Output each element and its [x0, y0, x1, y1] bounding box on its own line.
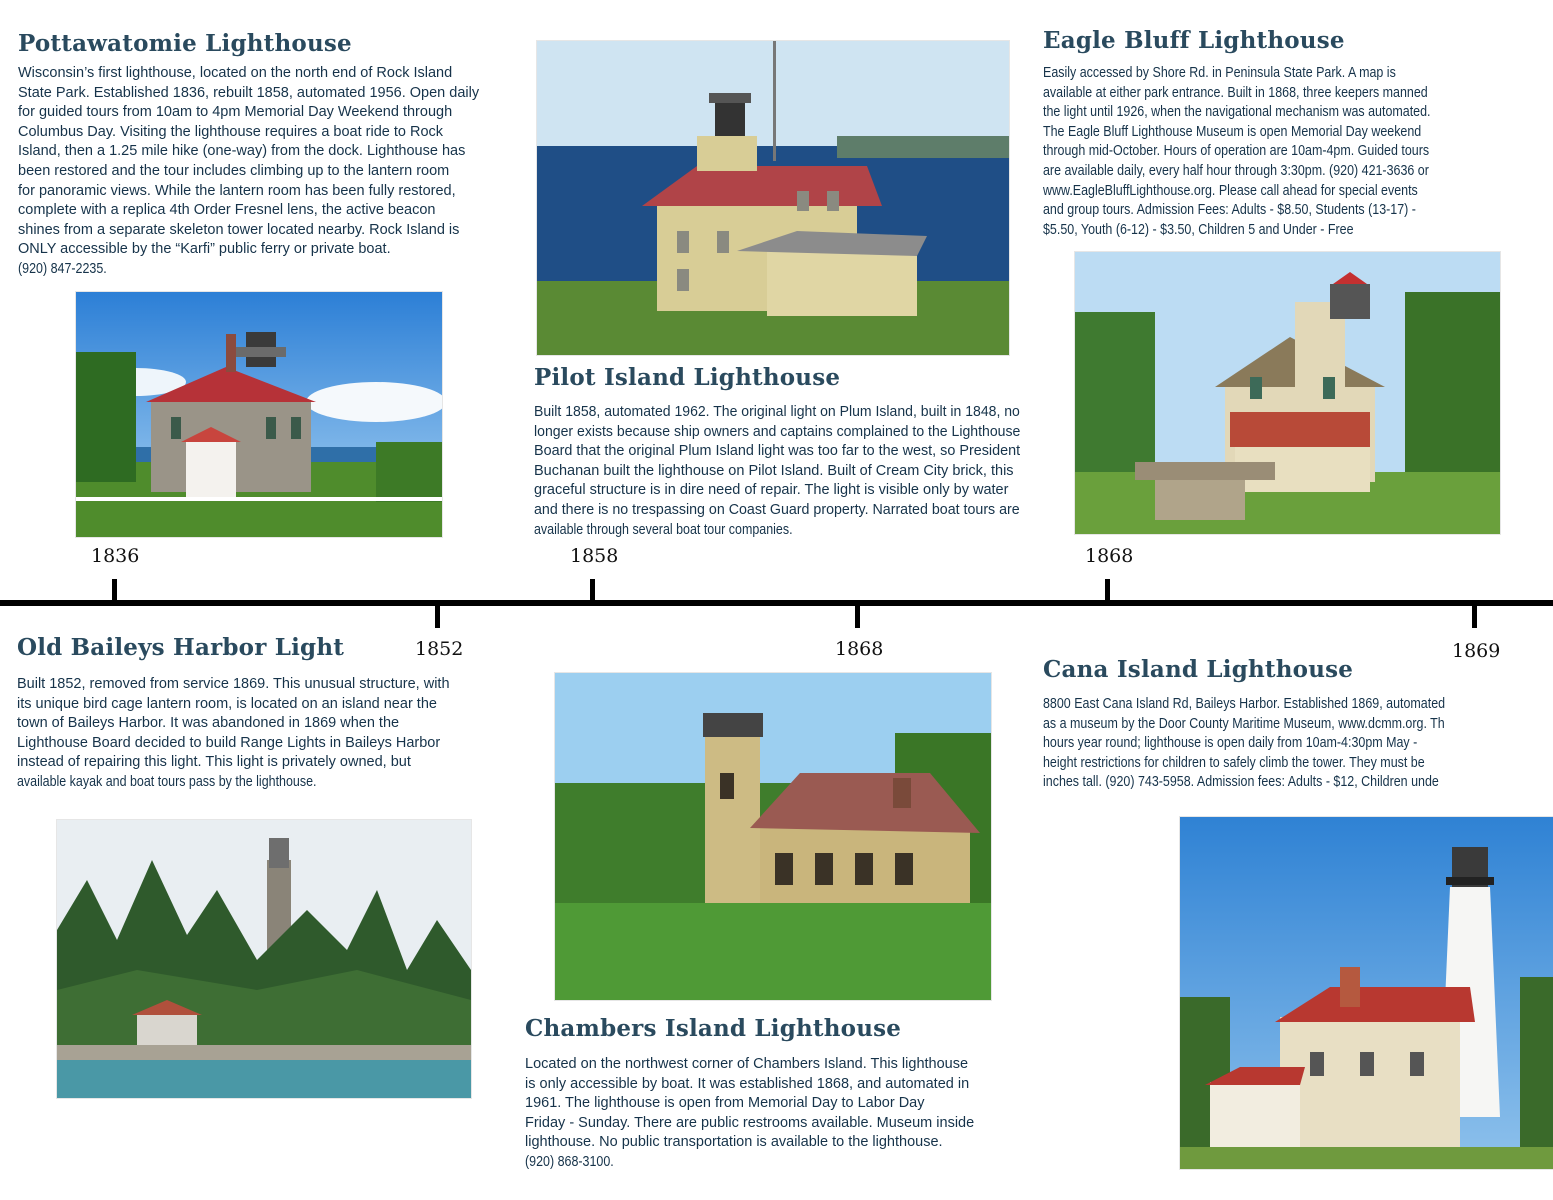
pottawatomie-lighthouse-photo	[75, 291, 443, 538]
chambers-island-title: Chambers Island Lighthouse	[525, 1015, 902, 1042]
eagle-bluff-description	[1043, 64, 1549, 240]
description-line: height restrictions for children to safely climb the tower. They must be	[1043, 754, 1425, 771]
description-line: and there is no trespassing on Coast Guard property. Narrated boat tours are	[534, 501, 1020, 518]
timeline-year-1852: 1852	[415, 638, 464, 660]
eagle-bluff-lighthouse-photo	[1074, 251, 1501, 535]
description-line: hours year round; lighthouse is open daily from 10am-4:30pm May -	[1043, 735, 1418, 752]
description-line: complete with a replica 4th Order Fresnel lens, the active beacon	[18, 202, 436, 219]
description-line: been restored and the tour includes climbing up to the lantern room	[18, 162, 450, 179]
description-line: ONLY accessible by the “Karfi” public ferry or private boat.	[18, 241, 391, 258]
description-line: Friday - Sunday. There are public restrooms available. Museum inside	[525, 1114, 975, 1131]
eagle-bluff-title: Eagle Bluff Lighthouse	[1043, 27, 1345, 54]
description-line: (920) 868-3100.	[525, 1153, 614, 1170]
description-line: is only accessible by boat. It was established 1868, and automated in	[525, 1075, 970, 1092]
description-line: Built 1852, removed from service 1869. This unusual structure, with	[17, 676, 450, 692]
timeline-axis	[0, 600, 1553, 606]
description-line: Lighthouse Board decided to build Range Lights in Baileys Harbor	[17, 734, 441, 751]
description-line: the light until 1926, when the navigational mechanism was automated.	[1043, 104, 1431, 121]
description-line: for guided tours from 10am to 4pm Memorial Day Weekend through	[18, 104, 453, 121]
description-line: graceful structure is in dire need of repair. The light is visible only by water	[534, 482, 1009, 499]
description-line: town of Baileys Harbor. It was abandoned in 1869 when the	[17, 715, 400, 732]
description-line: Located on the northwest corner of Chambers Island. This lighthouse	[525, 1056, 969, 1072]
old-baileys-description	[17, 675, 501, 793]
description-line: (920) 847-2235.	[18, 260, 107, 277]
description-line: through mid-October. Hours of operation are 10am-4pm. Guided tours	[1043, 143, 1430, 160]
description-line: available through several boat tour companies.	[534, 521, 793, 538]
description-line: $5.50, Youth (6-12) - $3.50, Children 5 and Under - Free	[1043, 221, 1354, 238]
timeline-tick	[435, 606, 440, 628]
description-line: available at either park entrance. Built in 1868, three keepers manned	[1043, 84, 1428, 101]
timeline-year-1868-bottom: 1868	[835, 638, 884, 660]
description-line: 1961. The lighthouse is open from Memorial Day to Labor Day	[525, 1095, 925, 1112]
description-line: shines from a separate skeleton tower located nearby. Rock Island is	[18, 221, 460, 238]
description-line: 8800 East Cana Island Rd, Baileys Harbor. Established 1869, automated	[1043, 696, 1446, 712]
description-line: Board that the original Plum Island light was too far to the west, so President	[534, 443, 1020, 460]
timeline-tick	[1105, 579, 1110, 601]
old-baileys-title: Old Baileys Harbor Light	[17, 634, 345, 661]
description-line: www.EagleBluffLighthouse.org. Please call ahead for special events	[1043, 182, 1418, 199]
description-line: Columbus Day. Visiting the lighthouse requires a boat ride to Rock	[18, 123, 444, 140]
description-line: for panoramic views. While the lantern room has been fully restored,	[18, 182, 456, 199]
old-baileys-harbor-light-photo	[56, 819, 472, 1099]
description-line: Buchanan built the lighthouse on Pilot Island. Built of Cream City brick, this	[534, 462, 1014, 479]
description-line: The Eagle Bluff Lighthouse Museum is open Memorial Day weekend	[1043, 123, 1422, 140]
description-line: longer exists because ship owners and captains complained to the Lighthouse	[534, 423, 1020, 440]
description-line: Easily accessed by Shore Rd. in Peninsula State Park. A map is	[1043, 65, 1396, 81]
description-line: its unique bird cage lantern room, is located on an island near the	[17, 695, 437, 712]
pilot-island-title: Pilot Island Lighthouse	[534, 364, 841, 391]
description-line: Wisconsin’s first lighthouse, located on the north end of Rock Island	[18, 65, 453, 81]
timeline-tick	[1472, 606, 1477, 628]
chambers-island-lighthouse-photo	[554, 672, 992, 1001]
description-line: State Park. Established 1836, rebuilt 1858, automated 1956. Open daily	[18, 84, 480, 101]
timeline-tick	[855, 606, 860, 628]
timeline-year-1836: 1836	[91, 545, 140, 567]
timeline-tick	[112, 579, 117, 601]
description-line: instead of repairing this light. This light is privately owned, but	[17, 754, 411, 771]
description-line: are available daily, every half hour through 3:30pm. (920) 421-3636 or	[1043, 162, 1429, 179]
cana-island-lighthouse-photo	[1179, 816, 1553, 1170]
description-line: inches tall. (920) 743-5958. Admission fees: Adults - $12, Children unde	[1043, 774, 1439, 791]
pilot-island-description	[534, 403, 1020, 540]
pilot-island-lighthouse-photo	[536, 40, 1010, 356]
pottawatomie-title: Pottawatomie Lighthouse	[18, 30, 352, 57]
description-line: Built 1858, automated 1962. The original light on Plum Island, built in 1848, no	[534, 404, 1020, 420]
timeline-year-1869: 1869	[1452, 640, 1501, 662]
timeline-year-1858: 1858	[570, 545, 619, 567]
cana-island-title: Cana Island Lighthouse	[1043, 656, 1354, 683]
description-line: as a museum by the Door County Maritime Museum, www.dcmm.org. Th	[1043, 715, 1445, 732]
chambers-island-description	[525, 1055, 1019, 1173]
description-line: Island, then a 1.25 mile hike (one-way) from the dock. Lighthouse has	[18, 143, 466, 160]
description-line: available kayak and boat tours pass by the lighthouse.	[17, 773, 317, 790]
timeline-year-1868-top: 1868	[1085, 545, 1134, 567]
timeline-tick	[590, 579, 595, 601]
description-line: lighthouse. No public transportation is available to the lighthouse.	[525, 1134, 943, 1151]
pottawatomie-description	[18, 64, 504, 280]
description-line: and group tours. Admission Fees: Adults - $8.50, Students (13-17) -	[1043, 202, 1416, 219]
cana-island-description	[1043, 695, 1553, 793]
